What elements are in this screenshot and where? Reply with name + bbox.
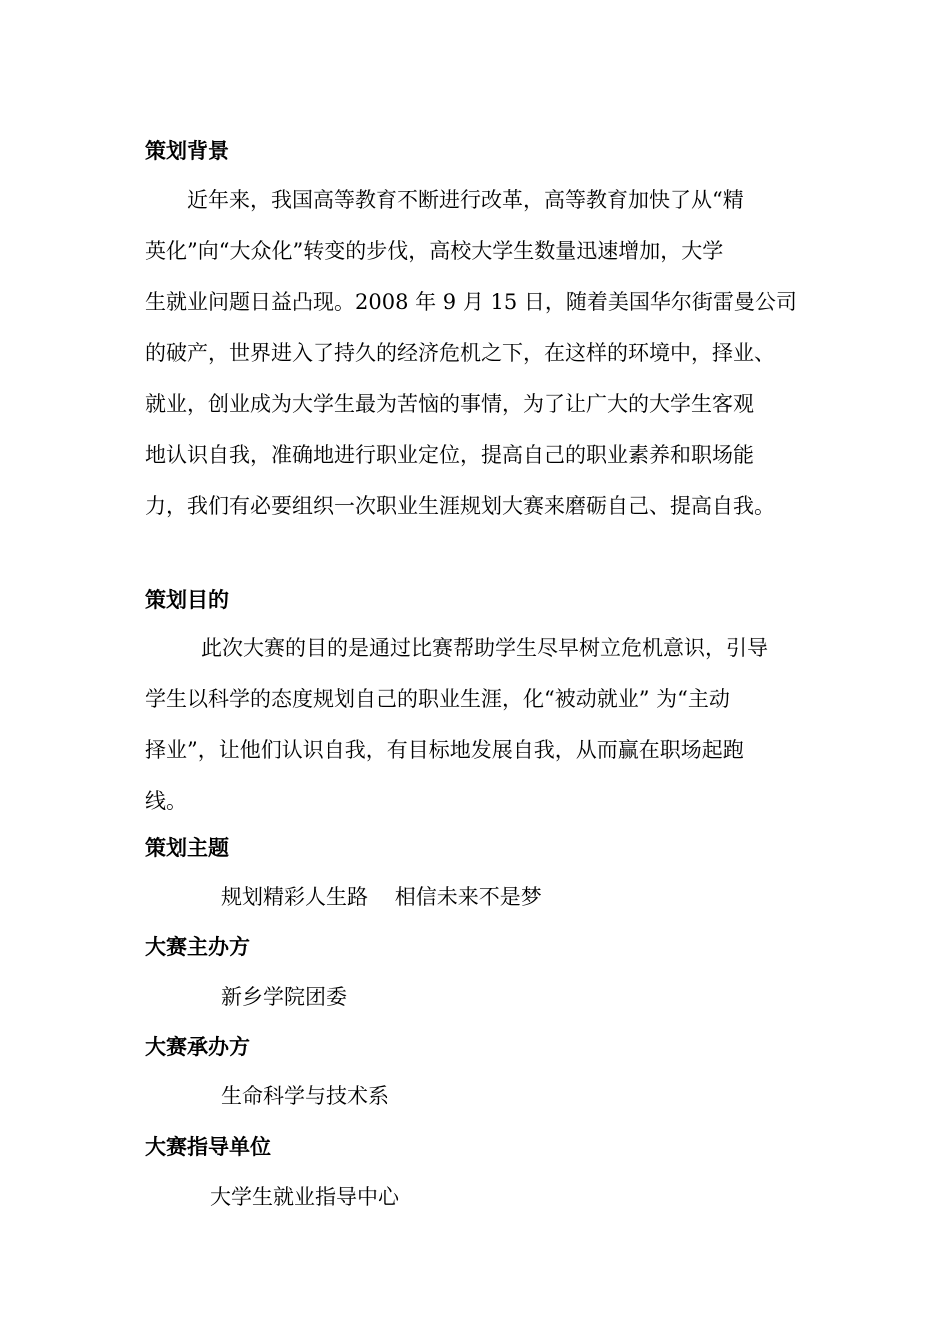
paragraph-line: 学生以科学的态度规划自己的职业生涯，化“被动就业” 为“主动	[145, 687, 730, 711]
paragraph-line: 就业，创业成为大学生最为苦恼的事情，为了让广大的大学生客观	[145, 392, 754, 416]
paragraph-line: 择业”，让他们认识自我，有目标地发展自我，从而赢在职场起跑	[145, 738, 744, 762]
section-heading-host: 大赛承办方	[145, 1035, 250, 1059]
guidance-value: 大学生就业指导中心	[210, 1185, 399, 1209]
paragraph-line: 近年来，我国高等教育不断进行改革，高等教育加快了从“精	[187, 188, 744, 212]
section-heading-theme: 策划主题	[145, 836, 229, 860]
section-heading-background: 策划背景	[145, 139, 229, 163]
section-heading-organizer: 大赛主办方	[145, 935, 250, 959]
host-value: 生命科学与技术系	[221, 1084, 389, 1108]
paragraph-line: 英化”向“大众化”转变的步伐，高校大学生数量迅速增加，大学	[145, 239, 724, 263]
paragraph-line: 此次大赛的目的是通过比赛帮助学生尽早树立危机意识，引导	[201, 636, 768, 660]
organizer-value: 新乡学院团委	[221, 985, 347, 1009]
paragraph-line: 地认识自我，准确地进行职业定位，提高自己的职业素养和职场能	[145, 443, 754, 467]
paragraph-line: 生就业问题日益凸现。2008 年 9 月 15 日，随着美国华尔街雷曼公司	[145, 290, 797, 314]
paragraph-line: 力，我们有必要组织一次职业生涯规划大赛来磨砺自己、提高自我。	[145, 494, 775, 518]
theme-value: 规划精彩人生路 相信未来不是梦	[221, 885, 542, 909]
paragraph-background	[145, 175, 817, 532]
paragraph-line: 线。	[145, 789, 187, 813]
paragraph-purpose	[145, 623, 817, 827]
section-heading-purpose: 策划目的	[145, 588, 229, 612]
section-heading-guidance: 大赛指导单位	[145, 1135, 271, 1159]
paragraph-line: 的破产，世界进入了持久的经济危机之下，在这样的环境中，择业、	[145, 341, 775, 365]
